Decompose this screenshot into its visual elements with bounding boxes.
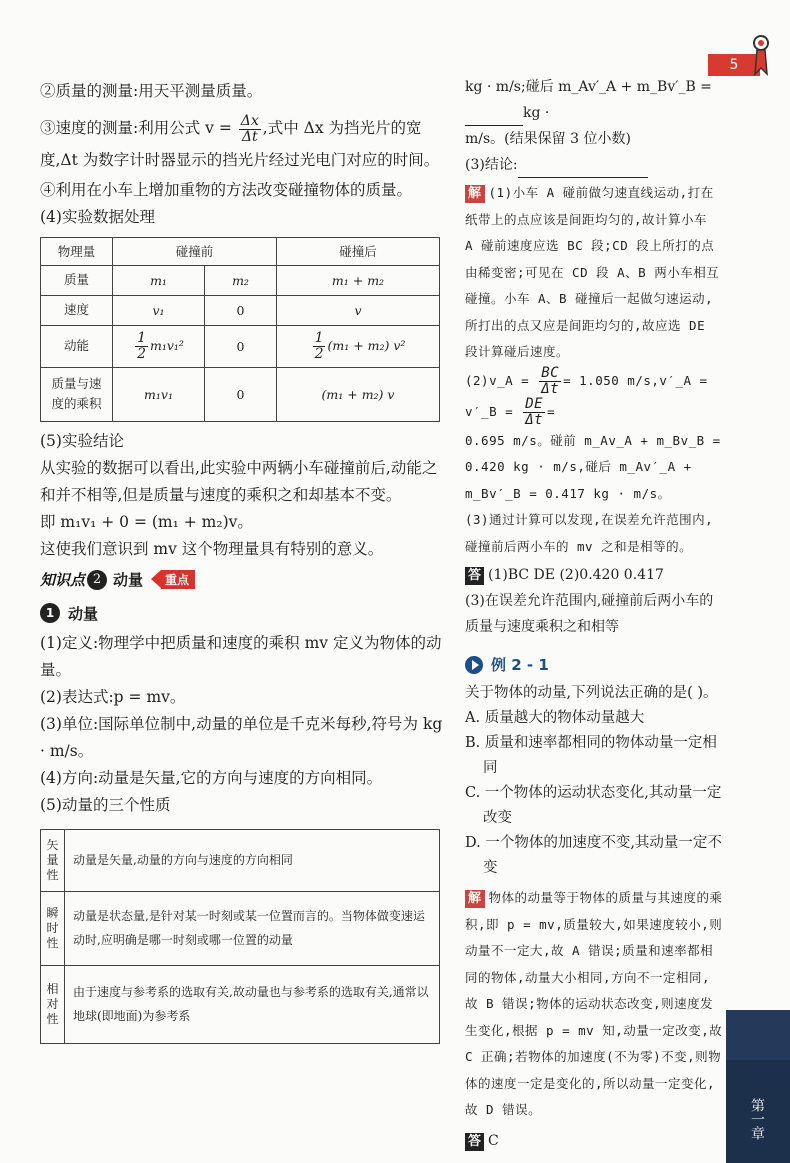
definition: (1)定义:物理学中把质量和速度的乘积 mv 定义为物体的动量。 bbox=[40, 633, 442, 679]
option-b: B. 质量和速率都相同的物体动量一定相同 bbox=[465, 735, 717, 776]
properties-heading: (5)动量的三个性质 bbox=[40, 795, 171, 814]
table-header: 物理量 bbox=[41, 237, 113, 265]
option-a: A. 质量越大的物体动量越大 bbox=[465, 710, 645, 726]
kp-number: 2 bbox=[87, 570, 107, 590]
table-row: 质量 m₁ m₂ m₁ + m₂ bbox=[41, 265, 440, 295]
solution-paragraph: 解 (1)小车 A 碰前做匀速直线运动,打在纸带上的点应该是间距均匀的,故计算小车 A 碰前速度应选 BC 段;CD 段上所打的点由稀变密;可见在 CD 段 A、B 两小车相互碰撞。小车 A、B 碰撞后一起做匀速运动,所打出的点又应是间距均匀的,故应选 DE 段计算碰后速度。 bbox=[465, 185, 720, 359]
answer-blank bbox=[518, 163, 648, 178]
section-heading: (5)实验结论 bbox=[40, 431, 124, 450]
conclusion-paragraph: 从实验的数据可以看出,此实验中两辆小车碰撞前后,动能之和并不相等,但是质量与速度的乘积之和却基本不变。 bbox=[40, 458, 438, 504]
left-column bbox=[40, 74, 445, 1044]
text-line: ②质量的测量:用天平测量质量。 bbox=[40, 82, 263, 100]
table-row: 矢量性 动量是矢量,动量的方向与速度的方向相同 bbox=[41, 829, 440, 891]
subsection-heading: 1 动量 bbox=[40, 603, 445, 624]
unit: (3)单位:国际单位制中,动量的单位是千克米每秒,符号为 kg · m/s。 bbox=[40, 714, 443, 760]
data-table bbox=[40, 237, 440, 422]
solution-paragraph: 解 物体的动量等于物体的质量与其速度的乘积,即 p = mv,质量较大,如果速度较小,则动量不一定大,故 A 错误;质量和速率都相同的物体,动量大小相同,方向不一定相同,故 B 错误;物体的运动状态改变,则速度发生变化,根据 p = mv 知,动量一定改变,故 C 正确;若物体的加速度(不为零)不变,则物体的速度一定是变化的,所以动量一定变化,故 D 错误。 bbox=[465, 890, 723, 1117]
table-row: 质量与速度的乘积 m₁v₁ 0 (m₁ + m₂) v bbox=[41, 367, 440, 421]
table-row: 瞬时性 动量是状态量,是针对某一时刻或某一位置而言的。当物体做变速运动时,应明确是哪一时刻或哪一位置的动量 bbox=[41, 891, 440, 965]
key-point-badge: 重点 bbox=[161, 570, 195, 589]
equation: 即 m₁v₁ + 0 = (m₁ + m₂)v。 bbox=[40, 512, 253, 531]
table-row: 相对性 由于速度与参考系的选取有关,故动量也与参考系的选取有关,通常以地球(即地面)为参考系 bbox=[41, 965, 440, 1043]
solution-formula: (2)v_A = $\frac{BC}{\Delta t}$ = 1.050 m/s,v′_A = v′_B = $\frac{DE}{\Delta t}$ = bbox=[465, 364, 708, 428]
answer-tag: 答 bbox=[465, 567, 484, 585]
option-c: C. 一个物体的运动状态变化,其动量一定改变 bbox=[465, 785, 722, 826]
direction: (4)方向:动量是矢量,它的方向与速度的方向相同。 bbox=[40, 768, 383, 787]
text-line: m/s。(结果保留 3 位小数) bbox=[465, 131, 631, 147]
text-line: (3)结论: bbox=[465, 152, 723, 178]
right-column bbox=[465, 74, 723, 1154]
table-header: 碰撞后 bbox=[277, 237, 440, 265]
solution-tag: 解 bbox=[465, 890, 485, 908]
option-d: D. 一个物体的加速度不变,其动量一定不变 bbox=[465, 835, 722, 876]
answer-line: 答 C bbox=[465, 1128, 723, 1154]
table-row: 动能 $\frac{1}{2}$ m₁v₁² 0 $\frac{1}{2}$ (m₁ + m₂) v² bbox=[41, 325, 440, 367]
chapter-label: 第一章 bbox=[749, 1098, 765, 1140]
example-heading: 例 2 - 1 bbox=[465, 654, 723, 675]
text-line: 这使我们意识到 mv 这个物理量具有特别的意义。 bbox=[40, 539, 384, 558]
table-row: 速度 v₁ 0 v bbox=[41, 295, 440, 325]
fraction: $\frac{\Delta x}{\Delta t}$ bbox=[240, 112, 259, 145]
properties-table bbox=[40, 829, 440, 1044]
table-header: 碰撞前 bbox=[113, 237, 277, 265]
answer-blank bbox=[465, 111, 523, 126]
ribbon-icon bbox=[750, 34, 772, 80]
page-number: 5 bbox=[729, 57, 739, 73]
expression: (2)表达式:p = mv。 bbox=[40, 687, 186, 706]
text-line: kg · m/s;碰后 m_Av′_A + m_Bv′_B = kg · bbox=[465, 74, 723, 126]
text-line: ④利用在小车上增加重物的方法改变碰撞物体的质量。 bbox=[40, 180, 413, 199]
solution-tag: 解 bbox=[465, 185, 485, 203]
answer-tag: 答 bbox=[465, 1133, 484, 1151]
section-heading: (4)实验数据处理 bbox=[40, 207, 155, 226]
answer-line: 答 (1)BC DE (2)0.420 0.417 bbox=[465, 562, 723, 588]
question: 关于物体的动量,下列说法正确的是( )。 bbox=[465, 685, 718, 701]
solution-paragraph: 0.695 m/s。碰前 m_Av_A + m_Bv_B = 0.420 kg · m/s,碰后 m_Av′_A + m_Bv′_B = 0.417 kg · m/s。 bbox=[465, 432, 721, 501]
answer-line: (3)在误差允许范围内,碰撞前后两小车的质量与速度乘积之和相等 bbox=[465, 593, 714, 635]
play-icon bbox=[465, 656, 483, 674]
knowledge-point-heading: 知识点 2 动量 重点 bbox=[40, 567, 445, 593]
solution-paragraph: (3)通过计算可以发现,在误差允许范围内,碰撞前后两小车的 mv 之和是相等的。 bbox=[465, 512, 714, 554]
velocity-measure-paragraph: ③速度的测量:利用公式 v = $\frac{\Delta x}{\Delta t}$ ,式中 Δx 为挡光片的宽度,Δt 为数字计时器显示的挡光片经过光电门对应的时间。 bbox=[40, 112, 440, 169]
